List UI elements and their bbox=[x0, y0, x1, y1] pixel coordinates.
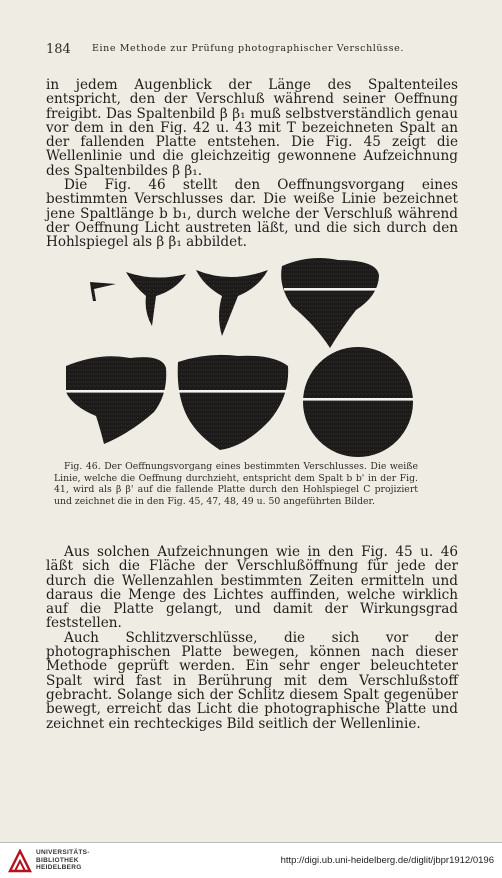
library-footer bbox=[0, 842, 502, 878]
library-name-line: UNIVERSITÄTS- bbox=[36, 849, 90, 856]
library-name-line: HEIDELBERG bbox=[36, 864, 82, 871]
aperture-shape-6 bbox=[178, 355, 288, 450]
paragraph: Die Fig. 46 stellt den Oeffnungsvorgang eines bestimmten Verschlusses dar. Die weiße Linie bezeichnet jene Spaltlänge b b₁, durch welche der Verschluß während der Oeffnung Licht austreten läßt, und die sich durch den Hohlspiegel als β β₁ abbildet. bbox=[46, 177, 458, 251]
text-block-bottom bbox=[46, 545, 458, 731]
page-number: 184 bbox=[46, 42, 71, 57]
aperture-shape-1 bbox=[90, 282, 116, 301]
aperture-shape-2 bbox=[126, 272, 186, 326]
library-name bbox=[36, 849, 90, 872]
running-title: Eine Methode zur Prüfung photographischer Verschlüsse. bbox=[92, 43, 404, 54]
slit-line bbox=[178, 390, 290, 393]
paragraph: in jedem Augenblick der Länge des Spaltenteiles entspricht, den der Verschluß während seiner Oeffnung freigibt. Das Spaltenbild β β₁ muß selbstverständlich genau vor dem in den Fig. 42 u. 43 mit T bezeichneten Spalt an der fallenden Platte entstehen. Die Fig. 45 zeigt die Wellenlinie und die gleichzeitig gewonnene Aufzeichnung des Spaltenbildes β β₁. bbox=[46, 77, 458, 179]
caption-label: Fig. 46. bbox=[64, 461, 101, 472]
aperture-shape-3 bbox=[196, 270, 268, 336]
aperture-shape-5 bbox=[66, 356, 166, 444]
paragraph: Auch Schlitzverschlüsse, die sich vor der photographischen Platte bewegen, können nach dieser Methode geprüft werden. Ein sehr enger beleuchteter Spalt wird fast in Berührung mit dem Verschlußstoff gebracht. Solange sich der Schlitz diesem Spalt gegenüber bewegt, erreicht das Licht die photographische Platte und zeichnet ein rechteckiges Bild seitlich der Wellenlinie. bbox=[46, 629, 458, 732]
slit-line bbox=[303, 398, 413, 401]
source-url-link[interactable]: http://digi.ub.uni-heidelberg.de/diglit/jbpr1912/0196 bbox=[280, 855, 494, 866]
caption-text: Der Oeffnungsvorgang eines bestimmten Verschlusses. Die weiße Linie, welche die Oeffnung durchzieht, entspricht dem Spalt b b' in der Fig. 41, wird als β β' auf die fallende Platte durch den Hohlspiegel C projiziert und zeichnet die in den Fig. 45, 47, 48, 49 u. 50 angeführten Bilder. bbox=[54, 461, 418, 507]
library-logo-icon bbox=[8, 849, 32, 873]
library-name-line: BIBLIOTHEK bbox=[36, 856, 79, 864]
running-header bbox=[46, 42, 446, 58]
paragraph: Aus solchen Aufzeichnungen wie in den Fig. 45 u. 46 läßt sich die Fläche der Verschlußöffnung für jede der durch die Wellenzahlen bestimmten Zeiten ermitteln und daraus die Menge des Lichtes auffinden, welche wirklich auf die Platte gelangt, und damit der Wirkungsgrad feststellen. bbox=[46, 544, 458, 632]
slit-line bbox=[284, 288, 379, 291]
text-block-top bbox=[46, 78, 458, 250]
aperture-shape-4 bbox=[281, 258, 379, 348]
aperture-shape-7 bbox=[303, 347, 413, 457]
figure-46-illustration bbox=[60, 256, 420, 461]
slit-line bbox=[66, 390, 166, 393]
figure-caption bbox=[54, 461, 418, 507]
